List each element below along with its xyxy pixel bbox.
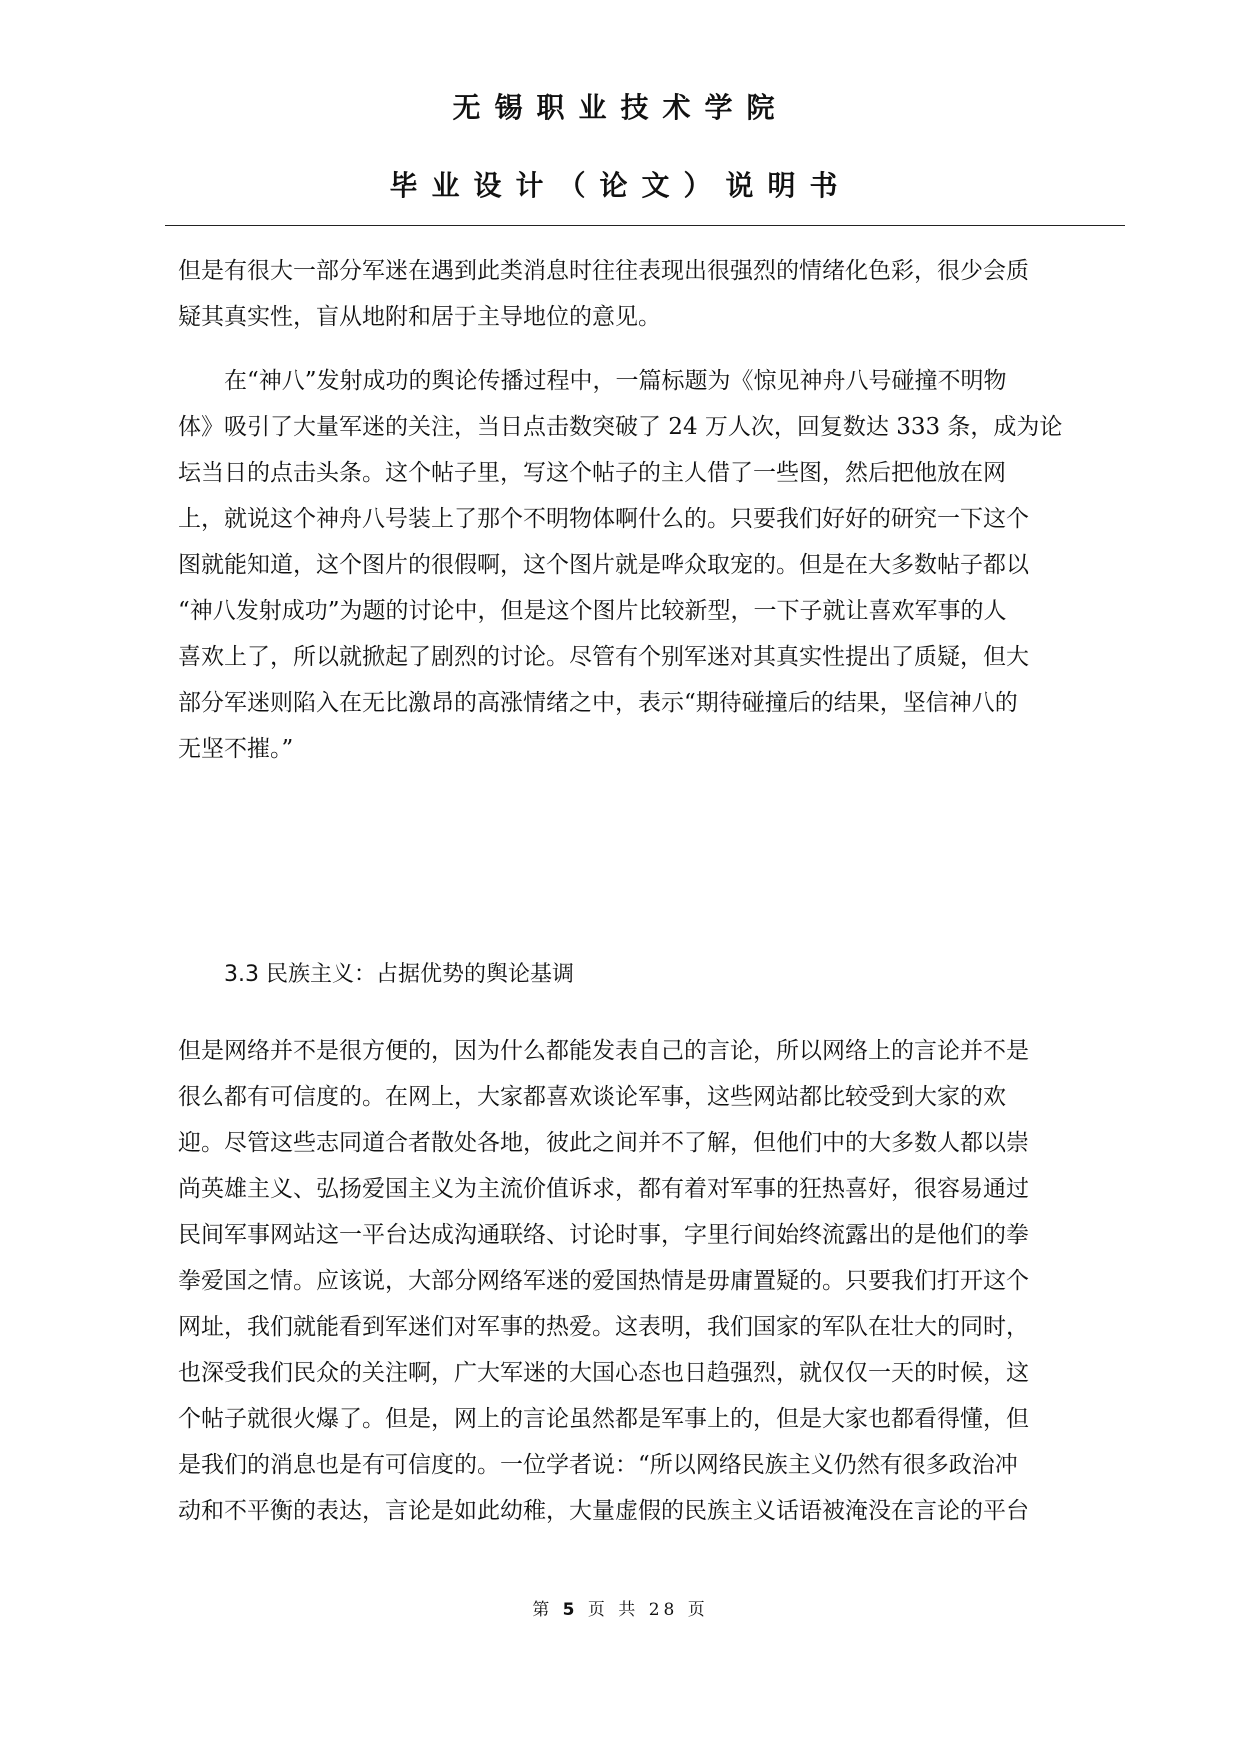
current-page-number: 5 bbox=[562, 1600, 579, 1620]
paragraph-nationalism bbox=[178, 1028, 1103, 1534]
text-line: 动和不平衡的表达，言论是如此幼稚，大量虚假的民族主义话语被淹没在言论的平台 bbox=[178, 1498, 1029, 1524]
text-line: 很么都有可信度的。在网上，大家都喜欢谈论军事，这些网站都比较受到大家的欢 bbox=[178, 1084, 1006, 1110]
text-line: 上，就说这个神舟八号装上了那个不明物体啊什么的。只要我们好好的研究一下这个 bbox=[178, 506, 1029, 532]
text-line: 网址，我们就能看到军迷们对军事的热爱。这表明，我们国家的军队在壮大的同时， bbox=[178, 1314, 1029, 1340]
text-line: 拳爱国之情。应该说，大部分网络军迷的爱国热情是毋庸置疑的。只要我们打开这个 bbox=[178, 1268, 1029, 1294]
paragraph-continuation bbox=[178, 248, 1103, 340]
header-divider bbox=[165, 225, 1125, 226]
text-line: 体》吸引了大量军迷的关注，当日点击数突破了 24 万人次，回复数达 333 条，成为论 bbox=[178, 414, 1063, 440]
text-line: “神八发射成功”为题的讨论中，但是这个图片比较新型，一下子就让喜欢军事的人 bbox=[178, 598, 1007, 624]
footer-middle: 页 共 bbox=[587, 1600, 640, 1620]
footer-suffix: 页 bbox=[687, 1600, 709, 1620]
paragraph-shenba bbox=[178, 358, 1103, 772]
text-line: 无坚不摧。” bbox=[178, 736, 294, 762]
text-line: 图就能知道，这个图片的很假啊，这个图片就是哗众取宠的。但是在大多数帖子都以 bbox=[178, 552, 1029, 578]
text-line: 坛当日的点击头条。这个帖子里，写这个帖子的主人借了一些图，然后把他放在网 bbox=[178, 460, 1006, 486]
text-line: 尚英雄主义、弘扬爱国主义为主流价值诉求，都有着对军事的狂热喜好，很容易通过 bbox=[178, 1176, 1029, 1202]
text-line: 但是网络并不是很方便的，因为什么都能发表自己的言论，所以网络上的言论并不是 bbox=[178, 1038, 1029, 1064]
text-line: 疑其真实性，盲从地附和居于主导地位的意见。 bbox=[178, 304, 661, 330]
text-line: 民间军事网站这一平台达成沟通联络、讨论时事，字里行间始终流露出的是他们的拳 bbox=[178, 1222, 1029, 1248]
text-line: 喜欢上了，所以就掀起了剧烈的讨论。尽管有个别军迷对其真实性提出了质疑，但大 bbox=[178, 644, 1029, 670]
text-line: 在“神八”发射成功的舆论传播过程中，一篇标题为《惊见神舟八号碰撞不明物 bbox=[224, 368, 1007, 394]
total-pages-number: 28 bbox=[648, 1600, 679, 1620]
section-heading: 3.3 民族主义：占据优势的舆论基调 bbox=[224, 962, 574, 987]
school-name: 无锡职业技术学院 bbox=[452, 91, 789, 124]
text-line: 但是有很大一部分军迷在遇到此类消息时往往表现出很强烈的情绪化色彩，很少会质 bbox=[178, 258, 1029, 284]
text-line: 个帖子就很火爆了。但是，网上的言论虽然都是军事上的，但是大家也都看得懂，但 bbox=[178, 1406, 1029, 1432]
footer-prefix: 第 bbox=[532, 1600, 554, 1620]
text-line: 也深受我们民众的关注啊，广大军迷的大国心态也日趋强烈，就仅仅一天的时候，这 bbox=[178, 1360, 1029, 1386]
page-footer bbox=[0, 1598, 1241, 1622]
text-line: 迎。尽管这些志同道合者散处各地，彼此之间并不了解，但他们中的大多数人都以崇 bbox=[178, 1130, 1029, 1156]
text-line: 是我们的消息也是有可信度的。一位学者说：“所以网络民族主义仍然有很多政治冲 bbox=[178, 1452, 1018, 1478]
text-line: 部分军迷则陷入在无比激昂的高涨情绪之中，表示“期待碰撞后的结果，坚信神八的 bbox=[178, 690, 1018, 716]
document-title: 毕业设计（论文）说明书 bbox=[389, 169, 852, 202]
